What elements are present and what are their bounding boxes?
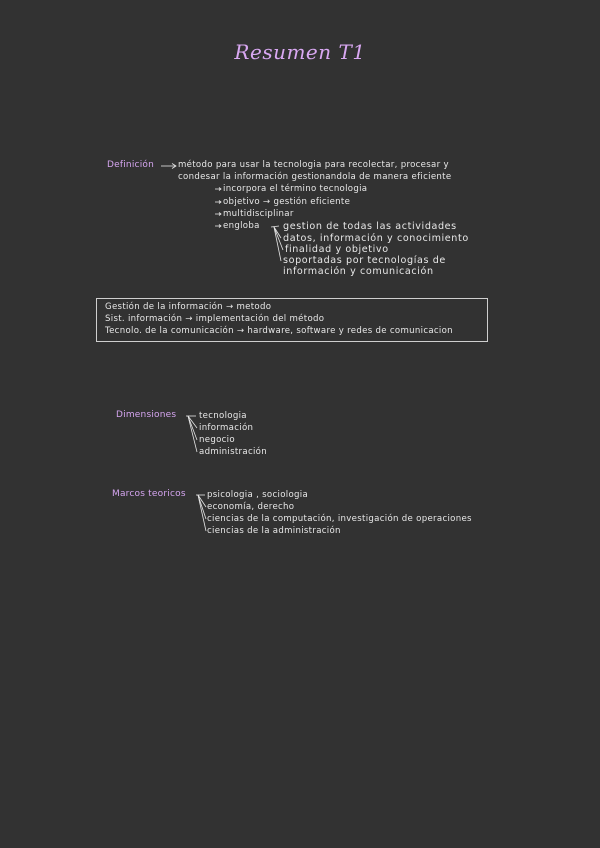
definicion-line-2: condesar la información gestionandola de manera eficiente (178, 172, 452, 182)
dimension-item-1: tecnologia (199, 411, 247, 421)
definicion-point-2: objetivo → gestión eficiente (223, 197, 351, 207)
engloba-item-1: gestion de todas las actividades (283, 221, 457, 232)
marcos-label: Marcos teoricos (112, 489, 186, 499)
dimension-item-2: información (199, 423, 254, 433)
definicion-point-3: multidisciplinar (223, 209, 294, 219)
definicion-point-4: engloba (223, 221, 260, 231)
engloba-item-3: finalidad y objetivo (285, 244, 389, 255)
summary-line-1: Gestión de la información → metodo (105, 302, 272, 312)
marcos-item-3: ciencias de la computación, investigación de operaciones (207, 514, 472, 524)
definicion-line-1: método para usar la tecnologia para recolectar, procesar y (178, 160, 449, 170)
summary-box (96, 298, 488, 342)
definicion-point-1: incorpora el término tecnologia (223, 184, 368, 194)
engloba-item-4: soportadas por tecnologías de (283, 255, 446, 266)
summary-line-3: Tecnolo. de la comunicación → hardware, software y redes de comunicacion (105, 326, 453, 336)
dimension-item-4: administración (199, 447, 267, 457)
dimension-item-3: negocio (199, 435, 235, 445)
marcos-item-1: psicologia , sociologia (207, 490, 309, 500)
summary-line-2: Sist. información → implementación del método (105, 314, 325, 324)
definicion-label: Definición (107, 160, 154, 170)
engloba-item-5: información y comunicación (283, 266, 434, 277)
page-title: Resumen T1 (234, 40, 366, 64)
engloba-item-2: datos, información y conocimiento (283, 233, 469, 244)
marcos-item-2: economía, derecho (207, 502, 295, 512)
marcos-item-4: ciencias de la administración (207, 526, 341, 536)
dimensiones-label: Dimensiones (116, 410, 177, 420)
